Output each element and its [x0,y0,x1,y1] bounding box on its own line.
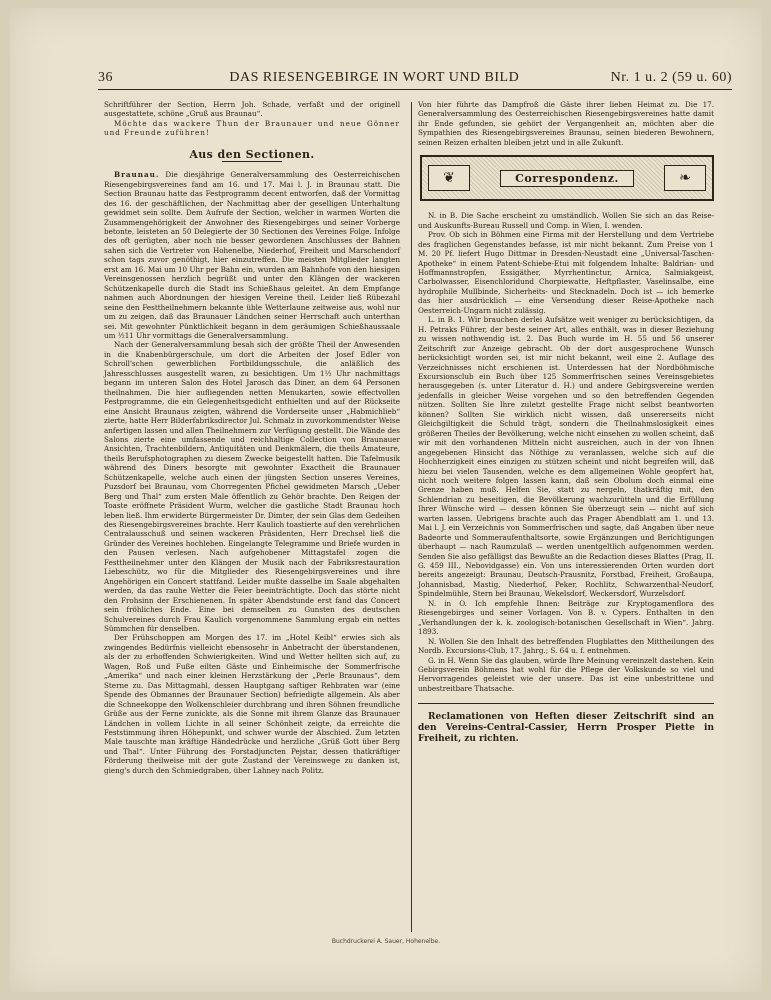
page-header [98,62,732,90]
article-paragraph-1 [104,170,400,340]
ornament-right-icon: ❧ [664,165,706,191]
article-paragraph-3: Der Frühschoppen am Morgen des 17. im „Hotel Keibl“ erwies sich als zwingendes Bedürfnis vielleicht ebensosehr in Anbetracht der überstandenen, als der zu erhoffenden Schwierigkeiten. Wind und Wetter hellten sich auf, zu Wagen, Roß und Fuße eilten Gäste und Einheimische der Sommerfrische „Amerika“ und nach einer kleinen Herzstärkung der „Perle Braunaus“, dem Sterne zu. Das Mittagmahl, dessen Hauptgang saftiger Rehbraten war (eine Spende des Obmannes der Braunauer Section) befriedigte allgemein. Als aber die Schneekoppe den Wolkenschleier durchbrang und ihren Söhnen freundliche Grüße aus der Ferne zunickte, als die Sonne mit ihrem Glanze das Braunauer Ländchen in vollem Lichte in all seiner Schönheit zeigte, da erreichte die Feststimmung ihren Höhepunkt, und schwer wurde der Abschied. Zum letzten Male tauschte man kräftige Händedrücke und herzliche „Grüß Gott über Berg und Thal“. Unter Führung des Forstadjuncten Pejstar, dessen thatkräftiger Förderung theilweise mit der gute Zustand der Vereinswege zu danken ist, gieng's durch den Schmiedgraben, über Lahney nach Politz. [104,633,400,775]
correspondence-title: Correspondenz. [500,170,634,187]
article-continuation: Von hier führte das Dampfroß die Gäste ihrer lieben Heimat zu. Die 17. Generalversammlung des Oesterreichischen Riesengebirgsvereines hatte damit ihr Ende gefunden, sie gehört der Vergangenheit an, möchten aber die Sympathien des Riesengebirgsvereines Braunau, seinen biederen Bewohnern, seinen Reizen erhalten bleiben jetzt und in alle Zukunft. [418,100,714,147]
section-heading: Aus den Sectionen. [189,147,315,161]
correspondence-entry-4: N. in O. Ich empfehle Ihnen: Beiträge zur Kryptogamenflora des Riesengebirges und seiner Vorlagen. Von B. v. Cypers. Enthalten in den „Verhandlungen der k. k. zoologisch-botanischen Gesellschaft in Wien“. Jahrg. 1893. [418,598,714,637]
issue-number: Nr. 1 u. 2 (59 u. 60) [610,70,732,85]
article-text-1: Die diesjährige Generalversammlung des Oesterreichischen Riesengebirgsvereines fand am 16. und 17. Mai l. J. in Braunau statt. Die Section Braunau hatte das Festprogramm decent entworfen, daß der Vormittag des 16. der geschäftlichen, der Nachmittag aber der geselligen Unterhaltung gewidmet sein sollte. Dem Aufrufe der Section, welcher in warmen Worten die Zusammengehörigkeit der Anwohner des Riesengebirges und seiner Vorberge betonte, leisteten an 50 Delegierte der 30 Sectionen des Vereines Folge. Infolge des oft gerügten, aber noch nie besser gewordenen Anschlusses der Bahnen sahen sich die Vertreter von Hohenelbe, Niederhof, Freiheit und Marschendorf schon tags zuvor genöthigt, hier einzutreffen. Die meisten Mitglieder langten erst am 16. Mai um 10 Uhr per Bahn ein, wurden am Bahnhofe von den hiesigen Vereinsgenossen herzlich begrüßt und unter den Klängen der wackeren Schützenkapelle durch die Stadt ins Schießhaus geleitet. An dem Empfange nahmen auch Abordnungen der hiesigen Vereine theil. Leider ließ Rübezahl seine den Festtheilnehmern bekannte üble Wetterlaune zeitweise aus, wohl nur um zu zeigen, daß das Braunauer Ländchen seiner Herrschaft auch unterthan sei. Mit gewohnter Pünktlichkeit begann in dem geräumigen Schießhaussaale um ½11 Uhr vormittags die Generalversammlung. [104,170,400,340]
printer-imprint: Buchdruckerei A. Sauer, Hohenelbe. [331,938,441,945]
intro-paragraph: Schriftführer der Section, Herrn Joh. Schade, verfaßt und der originell ausgestattete, schöne „Gruß aus Braunau“. [104,100,400,119]
ornament-left-icon: ❦ [428,165,470,191]
right-column [418,100,714,745]
correspondence-entry-2: Prov. Ob sich in Böhmen eine Firma mit der Herstellung und dem Vertriebe des fraglichen Gegenstandes befasse, ist mir nicht bekannt. Zum Preise von 1 M. 20 Pf. liefert Hugo Dittmar in Dresden-Neustadt eine „Universal-Taschen-Apotheke“ in einem Patent-Schiebe-Etui mit folgendem Inhalte: Baldrian- und Hoffmannstropfen, Essigäther, Myrrhentinctur, Arnica, Salmiakgeist, Carbolwasser, Eisenchloridund Chorpiewatte, Heftpflaster, Vaselinsalbe, eine hydrophile Mullbinde, Sicherheits- und Stecknadeln. Doch ist — ich bemerke das hier ausdrücklich — eine Versendung dieser Reise-Apotheke nach Oesterreich-Ungarn nicht zulässig. [418,230,714,315]
correspondence-banner [420,155,714,201]
correspondence-entry-5: N. Wollen Sie den Inhalt des betreffenden Flugblattes den Mittheilungen des Nordb. Excursions-Club, 17. Jahrg.; S. 64 u. f. entnehmen. [418,636,714,656]
newspaper-page [10,8,762,992]
column-divider [411,102,412,932]
page-number: 36 [98,70,113,85]
left-column [104,100,400,775]
intro-wish: Möchte das wackere Thun der Braunauer und neue Gönner und Freunde zuführen! [104,118,400,138]
journal-title: DAS RIESENGEBIRGE IN WORT UND BILD [229,70,520,85]
section-heading-rule [222,161,282,162]
article-lead: Braunau. [114,170,160,180]
correspondence-entry-6: G. in H. Wenn Sie das glauben, würde Ihre Meinung vereinzelt dastehen. Kein Gebirgsverein Böhmens hat wohl für die Pflege der Volkskunde so viel und Hervorragendes geleistet wie der unsere. Das ist eine unbestrittene und unbestreitbare Thatsache. [418,655,714,693]
correspondence-entry-3: L. in B. 1. Wir brauchen derlei Aufsätze weit weniger zu berücksichtigen, da H. Petraks Führer, der beste seiner Art, alles enthält, was in dieser Beziehung zu wissen nothwendig ist. 2. Das Buch wurde im H. 55 und 56 unserer Zeitschrift zur Anzeige gebracht. Ob der dort ausgesprochene Wunsch berücksichtigt worden sei, ist mir nicht bekannt, weil eine 2. Auflage des Verzeichnisses nicht erschienen ist. Unterdessen hat der Nordböhmische Excursionsclub ein Buch über 125 Sommerfrischen seines Vereinsgebietes herausgegeben (s. unter Literatur d. H.) und andere Gebirgsvereine werden jedenfalls in gleicher Weise vorgehen und so den betreffenden Gegenden nützen. Sollten Sie Ihre zuletzt gestellte Frage nicht selbst beantworten können? Sollten Sie wirklich nicht wissen, daß unsererseits nicht Gleichgiltigkeit die Schuld trägt, sondern die Theilnahmslosigkeit eines größeren Theiles der Bevölkerung, welche nicht einsehen zu wollen scheint, daß wir mit den vorhandenen Mitteln nicht ausreichen, auch in der von Ihnen angegebenen Hinsicht das Nöthige zu veranlassen, welche sich auf die Hochherzigkeit eines einzigen zu stützen scheint und nicht begreifen will, daß hiezu bei vielen Tausenden, welche es dem allgemeinen Wohle geopfert hat, nicht noch weitere folgen lassen kann, daß sein Obolum doch einmal eine Grenze haben muß. Helfen Sie, statt zu nergeln, thatkräftig mit, den Schlendrian zu beseitigen, die Bevölkerung wachzurütteln und die Erfüllung Ihrer Wünsche wird — dessen können Sie überzeugt sein — nicht auf sich warten lassen. Uebrigens brachte auch das Prager Abendblatt am 1. und 13. Mai l. J. ein Verzeichnis von Sommerfrischen und sagte, daß Angaben über neue Badeorte und Sommeraufenthaltsorte, sowie Ergänzungen und Berichtigungen überhaupt — nach Raumzulaß — werden unentgeltlich aufgenommen werden. Senden Sie also gefälligst das Bewußte an die Redaction dieses Blattes (Prag, II. G. 459 III., Nebovidgasse) ein. Von uns interessierenden Orten wurden dort bereits angezeigt: Braunau, Deutsch-Prausnitz, Forstbad, Freiheit, Großaupa, Johannisbad, Mastig, Niederhof, Peker, Rochlitz, Schwarzenthal-Neudorf, Spindelmühle, Stern bei Braunau, Wekelsdorf, Weckersdorf, Wurzelsdorf. [418,315,714,599]
correspondence-entry-1: N. in B. Die Sache erscheint zu umständlich. Wollen Sie sich an das Reise- und Auskunfts-Bureau Russell und Comp. in Wien, I. wenden. [418,211,714,230]
article-paragraph-2: Nach der Generalversammlung besah sich der größte Theil der Anwesenden in die Knabenbürgerschule, um dort die Arbeiten der Josef Edler von Schroll'schen gewerblichen Fortbildungsschule, die anläßlich des Jahresschlusses ausgestellt waren, zu besichtigen. Um 1½ Uhr nachmittags begann im unteren Salon des Hotel Jarosch das Diner, an dem 64 Personen theilnahmen. Die hier aufliegenden netten Menukarten, sowie effectvollen Festprogramme, die ein Gelegenheitsgedicht enthielten und auf der Rückseite eine Ansicht Braunaus zeigten, während die Vorderseite unser „Habmichlieb“ zierte, hatte Herr Bilderfabriksdirector Jul. Schmalz in zuvorkommendster Weise anfertigen lassen und allen Theilnehmern zur Verfügung gestellt. Die Wände des Salons zierte eine umfassende und reichhaltige Collection von Braunauer Ansichten, Trachtenbildern, Antiquitäten und Denkmälern, die theils Amateure, theils Berufsphotographen zu diesem Zwecke beigestellt hatten. Die Tafelmusik während des Diners besorgte mit gewohnter Exactheit die Braunauer Schützenkapelle, welche auch einen der jüngsten Section unseres Vereines, Puzsdorf bei Braunau, vom Chorregenten Pfichel gewidmeten Marsch „Ueber Berg und Thal“ zum ersten Male öffentlich zu Gehör brachte. Den Reigen der Toaste eröffnete Präsident Wurm, welcher die gastliche Stadt Braunau hoch leben ließ. Ihm erwiderte Bürgermeister Dr. Dimter, der sein Glas dem Gedeihen des Riesengebirgsvereines brachte. Herr Kaulich toastierte auf den verehrlichen Centralausschuß und seinen wackeren Präsidenten, Herr Drechsel ließ die Gründer des Vereines hochleben. Eingelangte Telegramme und Briefe wurden in den Pausen verlesen. Nach aufgehobener Mittagstafel zogen die Festtheilnehmer unter den Klängen der Musik nach der Fabriksrestauration Liebeschütz, wo für die Mitglieder des Riesengebirgsvereines und ihre Angehörigen ein Concert stattfand. Leider mußte dasselbe im Saale abgehalten werden, da das rauhe Wetter die Feier beeinträchtigte. Doch das störte nicht den Frohsinn der Erschienenen. In später Abendstunde erst fand das Concert sein fröhliches Ende. Eine bei demselben zu Gunsten des deutschen Schulvereines durch Frau Kaulich vorgenommene Sammlung ergab ein nettes Sümmchen für denselben. [104,340,400,634]
reclamation-notice: Reclamationen von Heften dieser Zeitschrift sind an den Vereins-Central-Cassier, Herrn Prosper Piette in Freiheit, zu richten. [418,703,714,745]
